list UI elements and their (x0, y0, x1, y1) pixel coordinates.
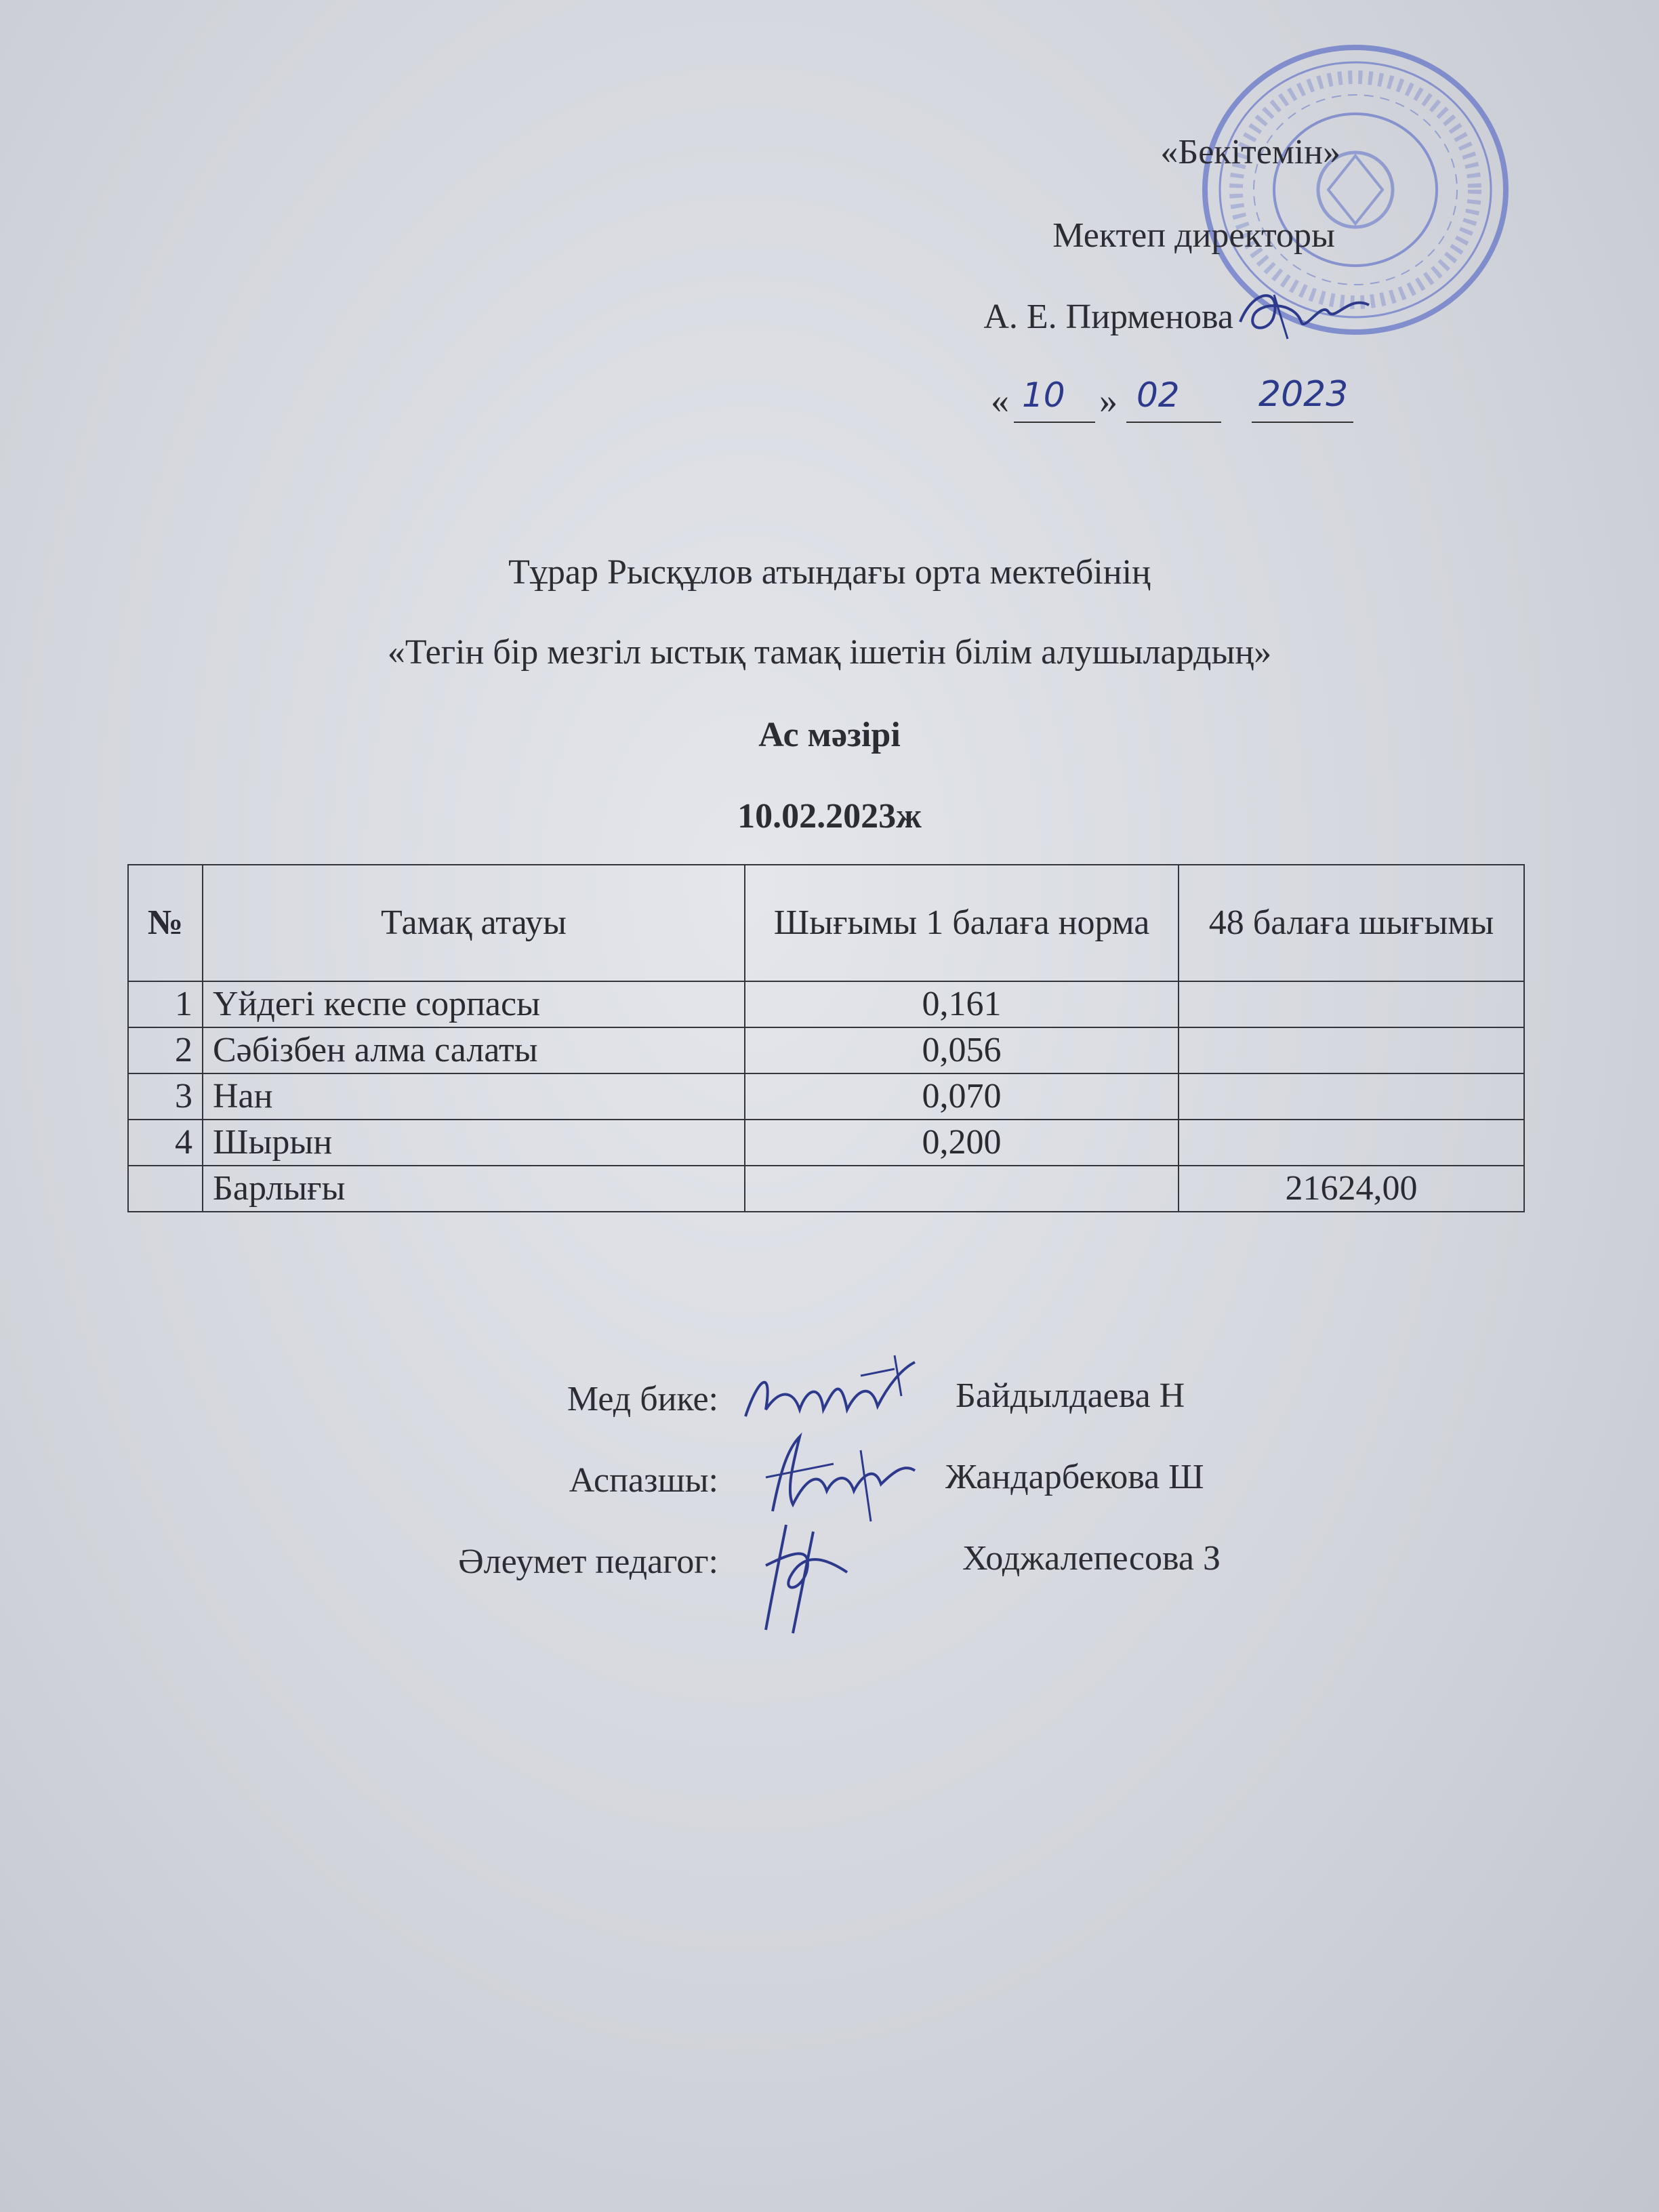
total-value (1179, 1120, 1524, 1166)
school-name: Тұрар Рысқұлов атындағы орта мектебінің (508, 553, 1151, 592)
table-row (128, 981, 1524, 1027)
food-name: Үйдегі кеспе сорпасы (203, 981, 745, 1027)
page-title: Ас мәзірі (758, 716, 901, 754)
table-row (128, 1120, 1524, 1166)
norm-value: 0,070 (745, 1073, 1179, 1120)
signature-name-cook: Жандарбекова Ш (945, 1458, 1204, 1496)
date-close-quote: » (1099, 380, 1118, 421)
row-number: 2 (128, 1027, 203, 1073)
program-name: «Тегін бір мезгіл ыстық тамақ ішетін білім алушылардың» (387, 633, 1272, 672)
col-norm-header: Шығымы 1 балаға норма (745, 865, 1179, 981)
food-name: Сәбізбен алма салаты (203, 1027, 745, 1073)
norm-value: 0,161 (745, 981, 1179, 1027)
date-month-underline (1126, 422, 1221, 423)
signature-role-nurse: Мед бике: (567, 1380, 718, 1418)
menu-date: 10.02.2023ж (737, 797, 922, 836)
total-label: Барлығы (203, 1166, 745, 1212)
date-open-quote: « (991, 380, 1009, 421)
signature-role-cook: Аспазшы: (569, 1461, 718, 1500)
date-month: 02 (1136, 375, 1180, 415)
approval-date (991, 374, 1370, 434)
approval-name: А. Е. Пирменова (983, 298, 1233, 336)
row-number: 3 (128, 1073, 203, 1120)
approval-title: «Бекітемін» (1160, 133, 1340, 171)
food-name: Нан (203, 1073, 745, 1120)
norm-value: 0,200 (745, 1120, 1179, 1166)
grand-total-value: 21624,00 (1179, 1166, 1524, 1212)
row-number (128, 1166, 203, 1212)
row-number: 1 (128, 981, 203, 1027)
social-pedagogue-signature (752, 1518, 874, 1640)
table-header-row (128, 865, 1524, 981)
col-total-header: 48 балаға шығымы (1179, 865, 1524, 981)
norm-value: 0,056 (745, 1027, 1179, 1073)
cook-signature (759, 1423, 922, 1525)
col-number-header: № (128, 865, 203, 981)
date-day: 10 (1022, 375, 1065, 415)
norm-value (745, 1166, 1179, 1212)
date-year-underline (1252, 422, 1353, 423)
date-day-underline (1014, 422, 1095, 423)
approval-position: Мектеп директоры (1052, 216, 1335, 255)
table-total-row (128, 1166, 1524, 1212)
date-year: 2023 (1258, 374, 1349, 415)
total-value (1179, 1073, 1524, 1120)
signature-role-social-pedagogue: Әлеумет педагог: (458, 1542, 718, 1581)
table-row (128, 1073, 1524, 1120)
director-signature (1233, 274, 1382, 349)
food-name: Шырын (203, 1120, 745, 1166)
total-value (1179, 981, 1524, 1027)
signature-name-social-pedagogue: Ходжалепесова З (962, 1539, 1221, 1578)
signature-name-nurse: Байдылдаева Н (956, 1376, 1185, 1415)
table-row (128, 1027, 1524, 1073)
total-value (1179, 1027, 1524, 1073)
menu-table (127, 864, 1525, 1212)
row-number: 4 (128, 1120, 203, 1166)
col-food-name-header: Тамақ атауы (203, 865, 745, 981)
